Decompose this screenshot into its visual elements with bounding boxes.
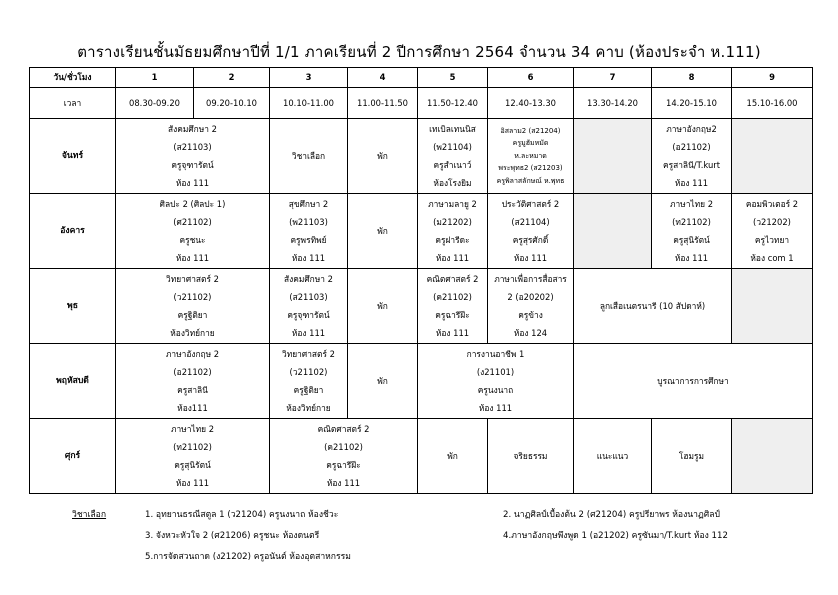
cell-line: คณิตศาสตร์ 2 xyxy=(426,274,479,284)
class-cell xyxy=(270,344,348,419)
cell-line: (พ21104) xyxy=(433,142,472,152)
cell-line: ห้องวิทย์กาย xyxy=(286,403,331,413)
period-number: 1 xyxy=(116,68,194,88)
activity-cell xyxy=(652,419,732,494)
cell-line: (ส21103) xyxy=(289,292,328,302)
class-cell xyxy=(116,194,270,269)
cell-line: วิทยาศาสตร์ 2 xyxy=(282,349,335,359)
activity-cell xyxy=(574,344,813,419)
period-number: 8 xyxy=(652,68,732,88)
day-name: อังคาร xyxy=(30,194,116,269)
cell-line: ครูข้าง xyxy=(518,310,543,320)
cell-line: วิทยาศาสตร์ 2 xyxy=(166,274,219,284)
period-number: 9 xyxy=(732,68,813,88)
cell-line: (ม21202) xyxy=(433,217,472,227)
cell-line: ครูฉารีฝ๊ะ xyxy=(435,310,470,320)
day-name: ศุกร์ xyxy=(30,419,116,494)
cell-line: ครูมูฮัมหมัด xyxy=(512,139,549,148)
period-time: 08.30-09.20 xyxy=(116,88,194,119)
empty-cell xyxy=(574,194,652,269)
cell-line: พัก xyxy=(377,301,388,311)
day-row-thursday xyxy=(30,344,813,419)
period-number: 6 xyxy=(488,68,574,88)
period-number: 2 xyxy=(194,68,270,88)
cell-line: ภาษาอังกฤษ 2 xyxy=(165,349,220,359)
activity-cell xyxy=(574,269,732,344)
cell-line: (ท21102) xyxy=(672,217,711,227)
cell-line: ประวัติศาสตร์ 2 xyxy=(501,199,560,209)
break-cell xyxy=(348,269,418,344)
cell-line: (ท21102) xyxy=(173,442,212,452)
period-time: 09.20-10.10 xyxy=(194,88,270,119)
empty-cell xyxy=(732,419,813,494)
period-number: 7 xyxy=(574,68,652,88)
cell-line: ห้อง 111 xyxy=(435,328,470,338)
cell-line: ครูนงนาถ xyxy=(477,385,514,395)
cell-line: ครูสุนิรัตน์ xyxy=(174,460,211,470)
class-cell xyxy=(652,194,732,269)
cell-line: ครูจุฑารัตน์ xyxy=(171,160,214,170)
cell-line: (อ21102) xyxy=(672,142,711,152)
cell-line: บูรณาการการศึกษา xyxy=(657,376,729,386)
empty-cell xyxy=(574,119,652,194)
class-cell xyxy=(418,194,488,269)
class-cell xyxy=(418,119,488,194)
time-row xyxy=(30,88,813,119)
period-time: 11.50-12.40 xyxy=(418,88,488,119)
class-cell xyxy=(116,344,270,419)
cell-line: สังคมศึกษา 2 xyxy=(284,274,333,284)
cell-line: (ว21102) xyxy=(289,367,328,377)
period-time: 11.00-11.50 xyxy=(348,88,418,119)
period-number: 5 xyxy=(418,68,488,88)
cell-line: ห้อง 111 xyxy=(674,178,709,188)
cell-line: (ค21102) xyxy=(433,292,472,302)
cell-line: ห้อง 111 xyxy=(326,478,361,488)
empty-cell xyxy=(732,269,813,344)
cell-line: (ว21202) xyxy=(753,217,791,227)
cell-line: (ส21104) xyxy=(511,217,550,227)
cell-line: คอมพิวเตอร์ 2 xyxy=(745,199,799,209)
cell-line: การงานอาชีพ 1 xyxy=(466,349,525,359)
class-cell xyxy=(652,119,732,194)
class-cell xyxy=(488,119,574,194)
day-row-wednesday xyxy=(30,269,813,344)
cell-line: ครูฉารีฝ๊ะ xyxy=(326,460,361,470)
elective-item: 3. จังหวะหัวใจ 2 (ศ21206) ครูชนะ ห้องดนตรี xyxy=(145,531,320,541)
cell-line: แนะแนว xyxy=(596,451,629,461)
cell-line: ห้อง com 1 xyxy=(750,253,794,263)
period-number: 3 xyxy=(270,68,348,88)
cell-line: ครูสาลินี/T.kurt xyxy=(662,160,720,170)
activity-cell xyxy=(574,419,652,494)
period-header-row xyxy=(30,68,813,88)
cell-line: พัก xyxy=(377,376,388,386)
cell-line: ห้อง 111 xyxy=(513,253,548,263)
cell-line: ห้องวิทย์กาย xyxy=(170,328,215,338)
cell-line: ห.ละหมาด xyxy=(514,151,547,160)
cell-line: ครูฐิติยา xyxy=(177,310,208,320)
cell-line: ครูชนะ xyxy=(179,235,206,245)
cell-line: ห้อง 111 xyxy=(435,253,470,263)
cell-line: (พ21103) xyxy=(289,217,328,227)
cell-line: จริยธรรม xyxy=(513,451,548,461)
cell-line: ครูสุนิรัตน์ xyxy=(673,235,710,245)
class-cell xyxy=(418,344,574,419)
class-cell xyxy=(732,194,813,269)
cell-line: ภาษาเพื่อการสื่อสาร xyxy=(494,274,567,284)
cell-line: ครูฐิติยา xyxy=(293,385,324,395)
cell-line: ห้อง 111 xyxy=(291,328,326,338)
cell-line: ห้อง 111 xyxy=(175,478,210,488)
cell-line: พระพุทธ2 (ส21203) xyxy=(498,164,563,173)
cell-line: ครูสาลินี xyxy=(177,385,208,395)
page-title: ตารางเรียนชั้นมัธยมศึกษาปีที่ 1/1 ภาคเรียนที่ 2 ปีการศึกษา 2564 จำนวน 34 คาบ (ห้องประจำ ห.111) xyxy=(77,43,761,61)
day-row-monday xyxy=(30,119,813,194)
cell-line: ภาษาไทย 2 xyxy=(669,199,714,209)
day-row-friday xyxy=(30,419,813,494)
elective-item: 1. อุทยานธรณีสตูล 1 (ว21204) ครูนงนาถ ห้องชีวะ xyxy=(145,510,339,520)
cell-line: วิชาเลือก xyxy=(291,151,326,161)
cell-line: ครูจุฑารัตน์ xyxy=(287,310,330,320)
cell-line: ภาษามลายู 2 xyxy=(428,199,477,209)
cell-line: ห้อง 111 xyxy=(478,403,513,413)
cell-line: ห้อง 111 xyxy=(291,253,326,263)
period-time: 14.20-15.10 xyxy=(652,88,732,119)
cell-line: ห้องโรงยิม xyxy=(433,178,472,188)
cell-line: โฮมรูม xyxy=(678,451,705,461)
class-cell xyxy=(488,269,574,344)
elective-item: 5.การจัดสวนถาด (ง21202) ครูอนันต์ ห้องอุตสาหกรรม xyxy=(145,552,351,562)
cell-line: สุขศึกษา 2 xyxy=(288,199,329,209)
cell-line: ครูสำเนาว์ xyxy=(433,160,472,170)
class-cell xyxy=(270,419,418,494)
cell-line: ห้อง 111 xyxy=(674,253,709,263)
cell-line: ลูกเสือเนตรนารี (10 สัปดาห์) xyxy=(599,301,706,311)
period-time: 10.10-11.00 xyxy=(270,88,348,119)
cell-line: เทเบิลเทนนิส xyxy=(429,124,476,134)
cell-line: ครูพิลาสลักษณ์ ห.พุทธ xyxy=(496,176,565,185)
cell-line: พัก xyxy=(447,451,458,461)
cell-line: อิสลาม2 (ส21204) xyxy=(500,126,561,135)
cell-line: (ง21101) xyxy=(476,367,515,377)
timetable xyxy=(29,67,813,494)
cell-line: ห้อง 124 xyxy=(513,328,548,338)
cell-line: ครูพรทิพย์ xyxy=(290,235,327,245)
cell-line: (อ21102) xyxy=(173,367,212,377)
day-name: จันทร์ xyxy=(30,119,116,194)
cell-line: (ว21102) xyxy=(173,292,212,302)
class-cell xyxy=(116,419,270,494)
time-label: เวลา xyxy=(30,88,116,119)
cell-line: ห้อง 111 xyxy=(175,253,210,263)
notes-label: วิชาเลือก xyxy=(72,510,107,520)
day-name: พุธ xyxy=(30,269,116,344)
cell-line: (ค21102) xyxy=(324,442,363,452)
elective-item: 2. นาฏศิลป์เบื้องต้น 2 (ศ21204) ครูปรียาพร ห้องนาฏศิลป์ xyxy=(503,510,720,520)
cell-line: 2 (อ20202) xyxy=(507,292,554,302)
cell-line: ห้อง 111 xyxy=(175,178,210,188)
class-cell xyxy=(116,269,270,344)
class-cell xyxy=(270,194,348,269)
activity-cell xyxy=(488,419,574,494)
cell-line: ครูสุรศักดิ์ xyxy=(512,235,549,245)
class-cell xyxy=(116,119,270,194)
cell-line: สังคมศึกษา 2 xyxy=(168,124,217,134)
cell-line: (ศ21102) xyxy=(173,217,212,227)
cell-line: ศิลปะ 2 (ศิลปะ 1) xyxy=(159,199,226,209)
cell-line: (ส21103) xyxy=(173,142,212,152)
class-cell xyxy=(270,269,348,344)
cell-line: พัก xyxy=(377,151,388,161)
empty-cell xyxy=(732,119,813,194)
period-number: 4 xyxy=(348,68,418,88)
class-cell xyxy=(488,194,574,269)
cell-line: คณิตศาสตร์ 2 xyxy=(317,424,370,434)
elective-item: 4.ภาษาอังกฤษพึงพูด 1 (อ21202) ครูซันมา/T.kurt ห้อง 112 xyxy=(503,531,728,541)
period-time: 12.40-13.30 xyxy=(488,88,574,119)
break-cell xyxy=(418,419,488,494)
period-time: 13.30-14.20 xyxy=(574,88,652,119)
cell-line: ภาษาไทย 2 xyxy=(170,424,215,434)
cell-line: ครูฝารีดะ xyxy=(435,235,470,245)
day-row-tuesday xyxy=(30,194,813,269)
break-cell xyxy=(348,344,418,419)
cell-line: พัก xyxy=(377,226,388,236)
class-cell xyxy=(418,269,488,344)
cell-line: ภาษาอังกฤษ2 xyxy=(666,124,717,134)
period-time: 15.10-16.00 xyxy=(732,88,813,119)
class-cell xyxy=(270,119,348,194)
cell-line: ครูไวทยา xyxy=(754,235,790,245)
cell-line: ห้อง111 xyxy=(177,403,208,413)
day-name: พฤหัสบดี xyxy=(30,344,116,419)
break-cell xyxy=(348,194,418,269)
corner-cell: วัน/ชั่วโมง xyxy=(30,68,116,88)
break-cell xyxy=(348,119,418,194)
